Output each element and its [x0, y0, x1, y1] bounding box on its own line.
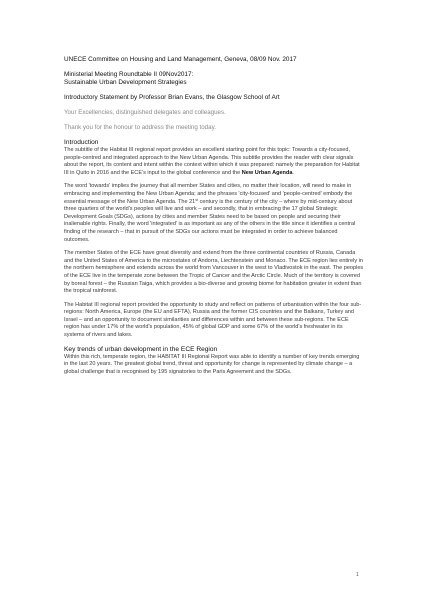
- introduction-heading: Introduction: [64, 139, 99, 146]
- trends-heading: Key trends of urban development in the ECE Region: [64, 345, 218, 353]
- roundtable-title: Ministerial Meeting Roundtable II 09Nov2017:: [64, 71, 194, 78]
- introduction-paragraph-4: The Habitat III regional report provided the opportunity to study and reflect on patterns of urbanisation within the four sub-regions: North America, Europe (the EU and EFTA), Russia and the former CIS countries and the Balkans, Turkey and Israel – and an opportunity to document similarities and differences within and between these sub-regions. The ECE region has under 17% of the world's population, 45% of global GDP and some 67% of the world's freshwater in its systems of rivers and lakes.: [64, 301, 362, 339]
- introduction-paragraph-3: The member States of the ECE have great diversity and extend from the three continental countries of Russia, Canada and the United States of America to the microstates of Andorra, Liechtenstein and Monaco. The ECE region lies entirely in the northern hemisphere and extends across the world from Vancouver in the west to Vladivostok in the east. The peoples of the ECE live in the temperate zone between the Tropic of Cancer and the Arctic Circle. Much of the territory is covered by boreal forest – the Russian Taiga, which provides a bio-diverse and growing biome for habitation greater in extent than the tropical rainforest.: [64, 250, 364, 295]
- page-number: 1: [356, 572, 359, 578]
- meeting-title: UNECE Committee on Housing and Land Management, Geneva, 08/09 Nov. 2017: [64, 56, 297, 63]
- introduction-paragraph-2: [64, 183, 364, 244]
- greeting-line: Your Excellencies, distinguished delegates and colleagues.: [64, 109, 226, 116]
- thanks-line: Thank you for the honour to address the meeting today.: [64, 124, 216, 131]
- new-urban-agenda-bold: New Urban Agenda: [241, 169, 293, 176]
- document-page: [64, 56, 364, 376]
- roundtable-subtitle: Sustainable Urban Development Strategies: [64, 79, 187, 86]
- introduction-paragraph-2-text-a: The word 'towards' implies the journey that all member States and cities, no matter their location, will need to make in embracing and implementing the New Urban Agenda; and the phrases 'city-focused' and 'people-centred' embody the essential message of the New Urban Agenda. The 21: [64, 183, 353, 205]
- century-superscript: st: [195, 197, 199, 202]
- introduction-paragraph-2-text-b: century is the century of the city – where by mid-century about three quarters of the world's peoples will live and work – and secondly, that in embracing the 17 global Strategic Development Goals (SDGs), actions by cities and member States need to be based on people and securing their inalienable rights. Finally, the word 'integrated' is as important as any of the others in the title since it identifies a central finding of the research – that in pursuit of the SDGs our actions must be integrated in order to achieve balanced outcomes.: [64, 198, 356, 243]
- statement-title: Introductory Statement by Professor Brian Evans, the Glasgow School of Art: [64, 94, 280, 101]
- introduction-paragraph-1-text: The subtitle of the Habitat III regional report provides an excellent starting point for this topic: Towards a city-focused, people-centred and integrated approach to the New Urban Agenda. This subtitle provides the reader with clear signals about the report, its content and intent within the context within which it was prepared: namely the preparation for Habitat III in Quito in 2016 and the ECE's input to the global conference and the: [64, 147, 360, 176]
- trends-paragraph-1: Within this rich, temperate region, the HABITAT III Regional Report was able to identify a number of key trends emerging in the last 20 years. The greatest global trend, threat and opportunity for change is represented by climate change – a global challenge that is recognised by 195 signatories to the Paris Agreement and the SDGs.: [64, 353, 360, 375]
- introduction-paragraph-1: [64, 147, 364, 177]
- introduction-paragraph-1-end: .: [292, 169, 294, 176]
